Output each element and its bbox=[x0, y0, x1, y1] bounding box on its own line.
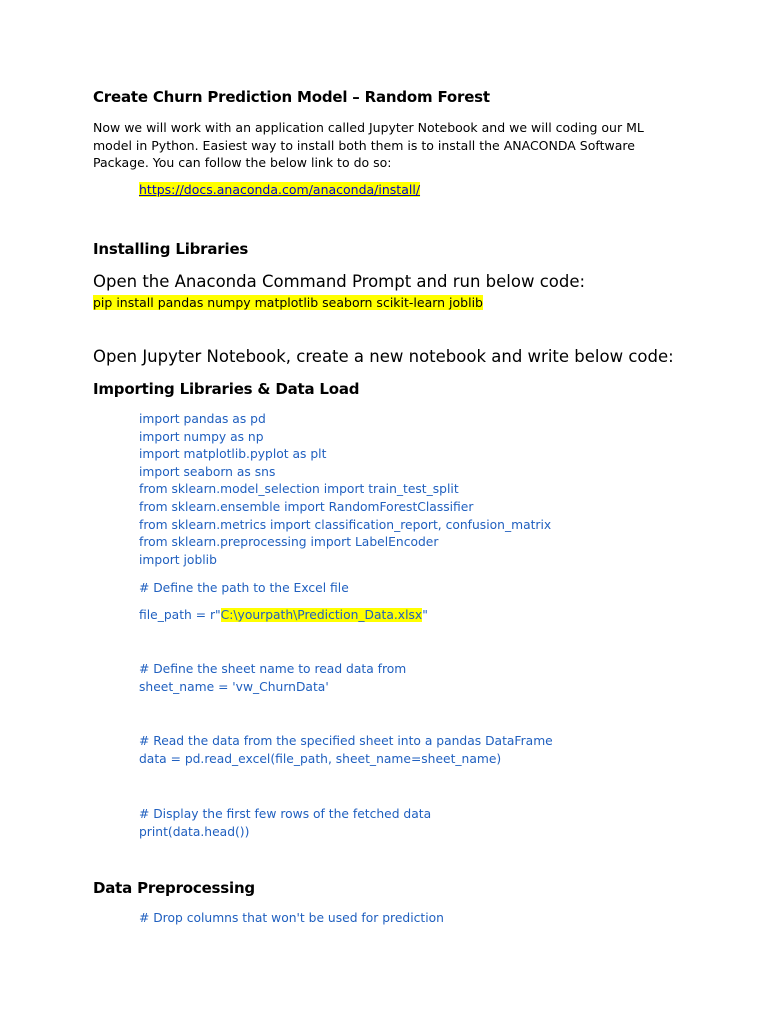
file-path-suffix: " bbox=[422, 608, 428, 622]
comment-read: # Read the data from the specified sheet into a pandas DataFrame bbox=[139, 734, 553, 748]
anaconda-instruction: Open the Anaconda Command Prompt and run below code: bbox=[93, 272, 586, 291]
heading-importing-libraries: Importing Libraries & Data Load bbox=[93, 380, 360, 398]
print-line: print(data.head()) bbox=[139, 824, 250, 839]
read-line: data = pd.read_excel(file_path, sheet_name=sheet_name) bbox=[139, 751, 502, 766]
intro-paragraph: Now we will work with an application called Jupyter Notebook and we will coding our ML model in Python. Easiest way to install both them is to install the ANACONDA Software Package. You can follow the below link to do so: bbox=[93, 120, 644, 170]
imports-code-block bbox=[139, 411, 551, 569]
link-line bbox=[139, 182, 420, 197]
heading-installing-libraries: Installing Libraries bbox=[93, 240, 249, 258]
code-line: import numpy as np bbox=[139, 429, 264, 444]
comment-sheet: # Define the sheet name to read data from bbox=[139, 662, 407, 676]
display-code-block bbox=[139, 806, 431, 841]
code-line: from sklearn.preprocessing import LabelEncoder bbox=[139, 535, 439, 550]
pip-command-line bbox=[93, 295, 483, 310]
file-path-prefix: file_path = r" bbox=[139, 608, 221, 622]
heading-data-preprocessing: Data Preprocessing bbox=[93, 879, 255, 897]
document-title: Create Churn Prediction Model – Random Forest bbox=[93, 88, 490, 106]
code-line: from sklearn.model_selection import train_test_split bbox=[139, 482, 459, 497]
file-path-line bbox=[139, 607, 428, 625]
code-line: from sklearn.ensemble import RandomForestClassifier bbox=[139, 499, 474, 514]
code-line: import pandas as pd bbox=[139, 412, 266, 426]
anaconda-install-link[interactable]: https://docs.anaconda.com/anaconda/install/ bbox=[139, 182, 421, 197]
pip-command: pip install pandas numpy matplotlib seaborn scikit-learn joblib bbox=[93, 295, 483, 310]
code-line: from sklearn.metrics import classification_report, confusion_matrix bbox=[139, 517, 552, 532]
sheet-code-block bbox=[139, 661, 406, 696]
read-code-block bbox=[139, 733, 553, 768]
comment-path: # Define the path to the Excel file bbox=[139, 581, 349, 595]
file-path-value: C:\yourpath\Prediction_Data.xlsx bbox=[220, 608, 423, 622]
comment-drop: # Drop columns that won't be used for prediction bbox=[139, 911, 444, 925]
jupyter-instruction: Open Jupyter Notebook, create a new notebook and write below code: bbox=[93, 347, 674, 366]
sheet-line: sheet_name = 'vw_ChurnData' bbox=[139, 679, 329, 694]
code-line: import joblib bbox=[139, 552, 217, 567]
code-line: import seaborn as sns bbox=[139, 464, 276, 479]
comment-display: # Display the first few rows of the fetched data bbox=[139, 807, 432, 821]
code-line: import matplotlib.pyplot as plt bbox=[139, 447, 327, 462]
